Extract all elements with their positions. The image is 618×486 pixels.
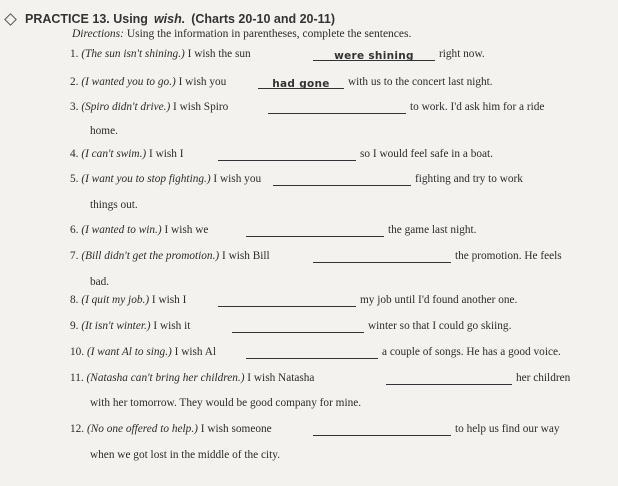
- item-stem: I wish the sun: [184, 48, 251, 60]
- item-number: 9.: [70, 320, 79, 332]
- item-stem: I wish you: [175, 76, 227, 88]
- item-ending: her children: [516, 372, 571, 384]
- item-number: 1.: [70, 48, 79, 60]
- item-ending: right now.: [439, 48, 485, 60]
- answer-blank[interactable]: [218, 148, 356, 161]
- answer-blank[interactable]: [386, 372, 512, 385]
- handwritten-answer: had gone: [272, 78, 330, 90]
- item-stem: I wish it: [150, 320, 191, 332]
- item-stem: I wish Spiro: [170, 101, 229, 113]
- header-suffix: (Charts 20-10 and 20-11): [191, 12, 336, 26]
- answer-blank[interactable]: [258, 76, 344, 89]
- item-cue: (I wanted to win.): [81, 224, 162, 236]
- item-cue: (Natasha can't bring her children.): [86, 372, 245, 384]
- item-number: 6.: [70, 224, 79, 236]
- item-ending: my job until I'd found another one.: [360, 294, 518, 306]
- header-italic-word: wish.: [153, 12, 186, 26]
- answer-blank[interactable]: [246, 224, 384, 237]
- item-cue: (I wanted you to go.): [81, 76, 176, 88]
- item-ending: to work. I'd ask him for a ride: [410, 101, 545, 113]
- item-number: 12.: [70, 423, 85, 435]
- item-continuation: when we got lost in the middle of the city.: [90, 449, 281, 461]
- item-cue: (I can't swim.): [81, 148, 147, 160]
- answer-blank[interactable]: [273, 173, 411, 186]
- exercise-item: [70, 76, 226, 88]
- diamond-icon: [4, 13, 17, 26]
- item-stem: I wish you: [210, 173, 262, 185]
- item-ending: so I would feel safe in a boat.: [360, 148, 494, 160]
- item-cue: (No one offered to help.): [86, 423, 198, 435]
- exercise-item: [70, 320, 190, 332]
- item-stem: I wish I: [146, 148, 184, 160]
- answer-blank[interactable]: [268, 101, 406, 114]
- exercise-item: [70, 346, 216, 358]
- answer-blank[interactable]: [246, 346, 378, 359]
- item-ending: a couple of songs. He has a good voice.: [382, 346, 561, 358]
- item-cue: (I want Al to sing.): [86, 346, 172, 358]
- practice-header: [6, 12, 335, 26]
- exercise-item: [70, 294, 186, 306]
- exercise-item: [70, 173, 261, 185]
- answer-blank[interactable]: [218, 294, 356, 307]
- item-ending: fighting and try to work: [415, 173, 523, 185]
- item-ending: winter so that I could go skiing.: [368, 320, 512, 332]
- directions-label: Directions:: [72, 28, 124, 40]
- item-number: 3.: [70, 101, 79, 113]
- exercise-item: [70, 48, 251, 60]
- answer-blank[interactable]: [313, 250, 451, 263]
- item-cue: (I quit my job.): [81, 294, 150, 306]
- item-stem: I wish we: [161, 224, 209, 236]
- item-stem: I wish I: [149, 294, 187, 306]
- answer-blank[interactable]: [313, 48, 435, 61]
- answer-blank[interactable]: [313, 423, 451, 436]
- directions: [72, 28, 411, 40]
- exercise-item: [70, 148, 184, 160]
- item-number: 5.: [70, 173, 79, 185]
- item-number: 7.: [70, 250, 79, 262]
- answer-blank[interactable]: [232, 320, 364, 333]
- item-number: 11.: [70, 372, 84, 384]
- item-stem: I wish Al: [171, 346, 217, 358]
- item-ending: to help us find our way: [455, 423, 560, 435]
- exercise-item: [70, 101, 228, 113]
- item-number: 8.: [70, 294, 79, 306]
- exercise-item: [70, 224, 208, 236]
- item-cue: (Spiro didn't drive.): [81, 101, 171, 113]
- item-number: 4.: [70, 148, 79, 160]
- item-cue: (I want you to stop fighting.): [81, 173, 211, 185]
- header-prefix: PRACTICE 13. Using: [25, 12, 148, 26]
- item-continuation: bad.: [90, 276, 110, 288]
- item-number: 10.: [70, 346, 85, 358]
- item-continuation: home.: [90, 125, 118, 137]
- item-cue: (Bill didn't get the promotion.): [81, 250, 220, 262]
- exercise-item: [70, 372, 314, 384]
- handwritten-answer: were shining: [334, 50, 414, 62]
- item-stem: I wish someone: [197, 423, 272, 435]
- exercise-item: [70, 423, 272, 435]
- item-cue: (It isn't winter.): [81, 320, 151, 332]
- item-ending: with us to the concert last night.: [348, 76, 493, 88]
- item-continuation: things out.: [90, 199, 138, 211]
- item-continuation: with her tomorrow. They would be good company for mine.: [90, 397, 362, 409]
- directions-text: Using the information in parentheses, complete the sentences.: [123, 28, 412, 40]
- item-ending: the promotion. He feels: [455, 250, 562, 262]
- item-stem: I wish Natasha: [244, 372, 315, 384]
- item-ending: the game last night.: [388, 224, 477, 236]
- item-stem: I wish Bill: [219, 250, 270, 262]
- item-cue: (The sun isn't shining.): [81, 48, 185, 60]
- exercise-item: [70, 250, 270, 262]
- item-number: 2.: [70, 76, 79, 88]
